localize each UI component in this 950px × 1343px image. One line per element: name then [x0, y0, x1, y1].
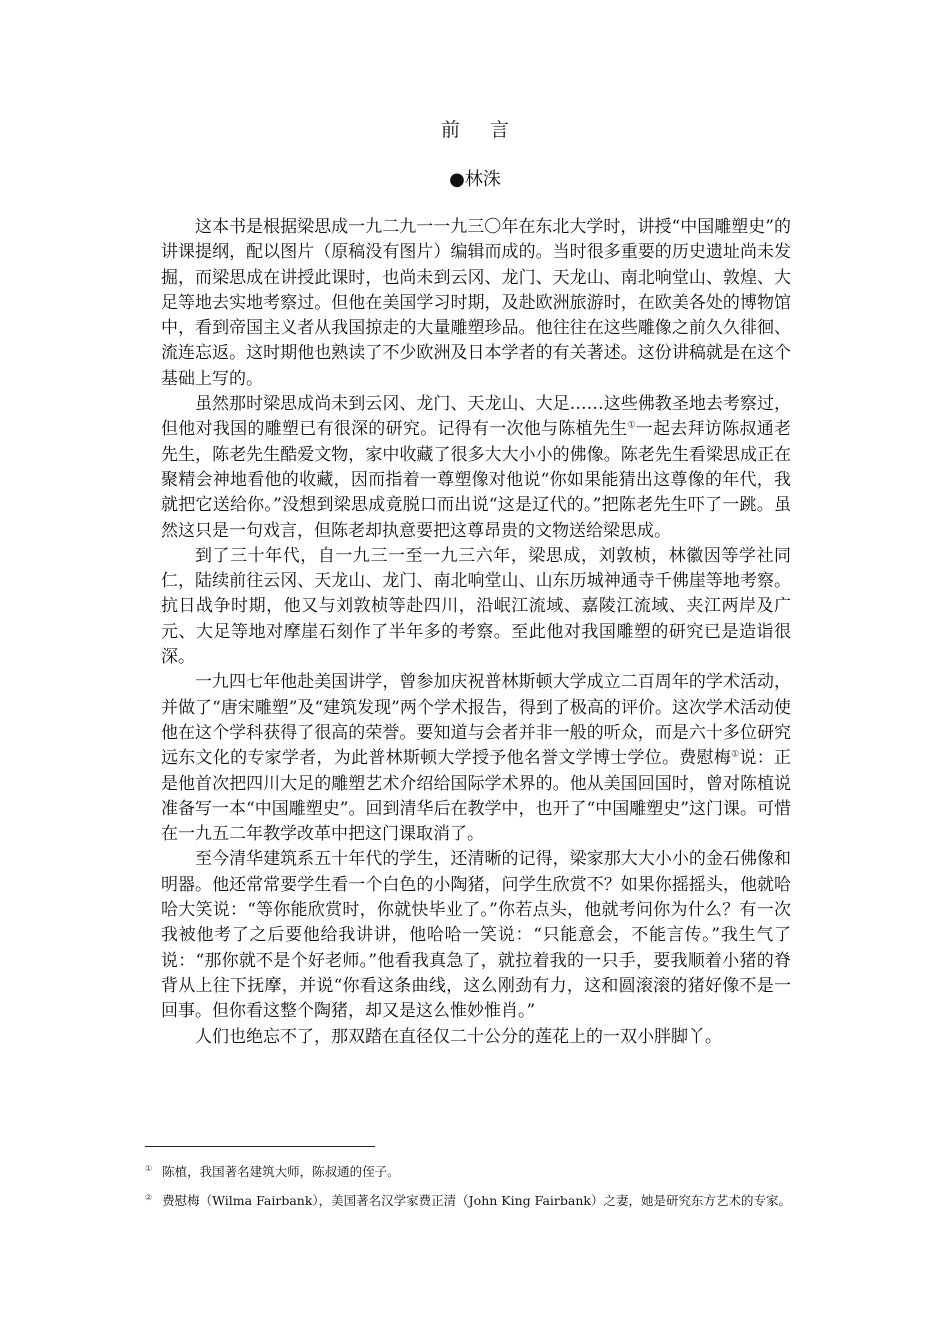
footnote-mark: ②: [145, 1193, 153, 1203]
paragraph-text: 一九四七年他赴美国讲学，曾参加庆祝普林斯顿大学成立二百周年的学术活动，并做了“唐宋雕塑”及“建筑发现”两个学术报告，得到了极高的评价。这次学术活动使他在这个学科获得了很高的荣誉。要知道与会者并非一般的听众，而是六十多位研究远东文化的专家学者，为此普林斯顿大学授予他名誉文学博士学位。费慰梅: [161, 672, 791, 769]
paragraph: [161, 670, 791, 847]
paragraph-text: 至今清华建筑系五十年代的学生，还清晰的记得，梁家那大大小小的金石佛像和明器。他还常常要学生看一个白色的小陶猪，问学生欣赏不？如果你摇摇头，他就哈哈大笑说：“等你能欣赏时，你就快毕业了。”你若点头，他就考问你为什么？有一次我被他考了之后要他给我讲讲，他哈哈一笑说：“只能意会，不能言传。”我生气了说：“那你就不是个好老师。”他看我真急了，就拉着我的一只手，要我顺着小猪的脊背从上往下抚摩，并说“你看这条曲线，这么刚劲有力，这和圆滚滚的猪好像不是一回事。但你看这整个陶猪，却又是这么惟妙惟肖。”: [161, 849, 791, 1022]
footnote: [145, 1158, 805, 1183]
author-line: ●林洙: [449, 169, 501, 190]
footnote-ref[interactable]: ①: [627, 420, 636, 431]
paragraph: [161, 544, 791, 670]
paragraph: [161, 215, 791, 392]
footnote-divider: [145, 1146, 375, 1147]
paragraph-text: 一起去拜访陈叔通老先生，陈老先生酷爱文物，家中收藏了很多大大小小的佛像。陈老先生看梁思成正在聚精会神地看他的收藏，因而指着一尊塑像对他说“你如果能猜出这尊像的年代，我就把它送给你。”没想到梁思成竟脱口而出说“这是辽代的。”把陈老先生吓了一跳。虽然这只是一句戏言，但陈老却执意要把这尊昂贵的文物送给梁思成。: [161, 419, 792, 541]
paragraph-text: 这本书是根据梁思成一九二九一一九三〇年在东北大学时，讲授“中国雕塑史”的讲课提纲，配以图片（原稿没有图片）编辑而成的。当时很多重要的历史遗址尚未发掘，而梁思成在讲授此课时，也尚未到云冈、龙门、天龙山、南北响堂山、敦煌、大足等地去实地考察过。但他在美国学习时期，及赴欧洲旅游时，在欧美各处的博物馆中，看到帝国主义者从我国掠走的大量雕塑珍品。他往往在这些雕像之前久久徘徊、流连忘返。这时期他也熟读了不少欧洲及日本学者的有关著述。这份讲稿就是在这个基础上写的。: [161, 217, 791, 389]
paragraph-text: 虽然那时梁思成尚未到云冈、龙门、天龙山、大足……这些佛教圣地去考察过，但他对我国的雕塑已有很深的研究。记得有一次他与陈植先生: [161, 394, 791, 440]
footnote-mark: ①: [145, 1164, 153, 1173]
footnotes: [145, 1158, 805, 1216]
paragraph-text: 到了三十年代，自一九三一至一九三六年，梁思成，刘敦桢，林徽因等学社同仁，陆续前往云冈、天龙山、龙门、南北响堂山、山东历城神通寺千佛崖等地考察。抗日战争时期，他又与刘敦桢等赴四川，沿岷江流域、嘉陵江流域、夹江两岸及广元、大足等地对摩崖石刻作了半年多的考察。至此他对我国雕塑的研究已是造诣很深。: [161, 545, 791, 668]
paragraph: [161, 1025, 791, 1050]
footnote-text: 陈植，我国著名建筑大师，陈叔通的侄子。: [162, 1164, 400, 1180]
paragraph: [161, 847, 791, 1024]
page-title: 前言: [440, 119, 539, 141]
footnote-text: 费慰梅（Wilma Fairbank），美国著名汉学家费正清（John King Fairbank）之妻，她是研究东方艺术的专家。: [162, 1193, 791, 1209]
body-text: [161, 215, 791, 1050]
footnote-ref[interactable]: ①: [731, 749, 740, 760]
paragraph: [161, 392, 791, 544]
footnote: [145, 1187, 805, 1212]
paragraph-text: 人们也绝忘不了，那双踏在直径仅二十公分的莲花上的一双小胖脚丫。: [195, 1026, 722, 1047]
paragraph-text: 说：正是他首次把四川大足的雕塑艺术介绍给国际学术界的。他从美国回国时，曾对陈植说准备写一本“中国雕塑史”。回到清华后在教学中，也开了“中国雕塑史”这门课。可惜在一九五二年教学改革中把这门课取消了。: [161, 748, 792, 845]
